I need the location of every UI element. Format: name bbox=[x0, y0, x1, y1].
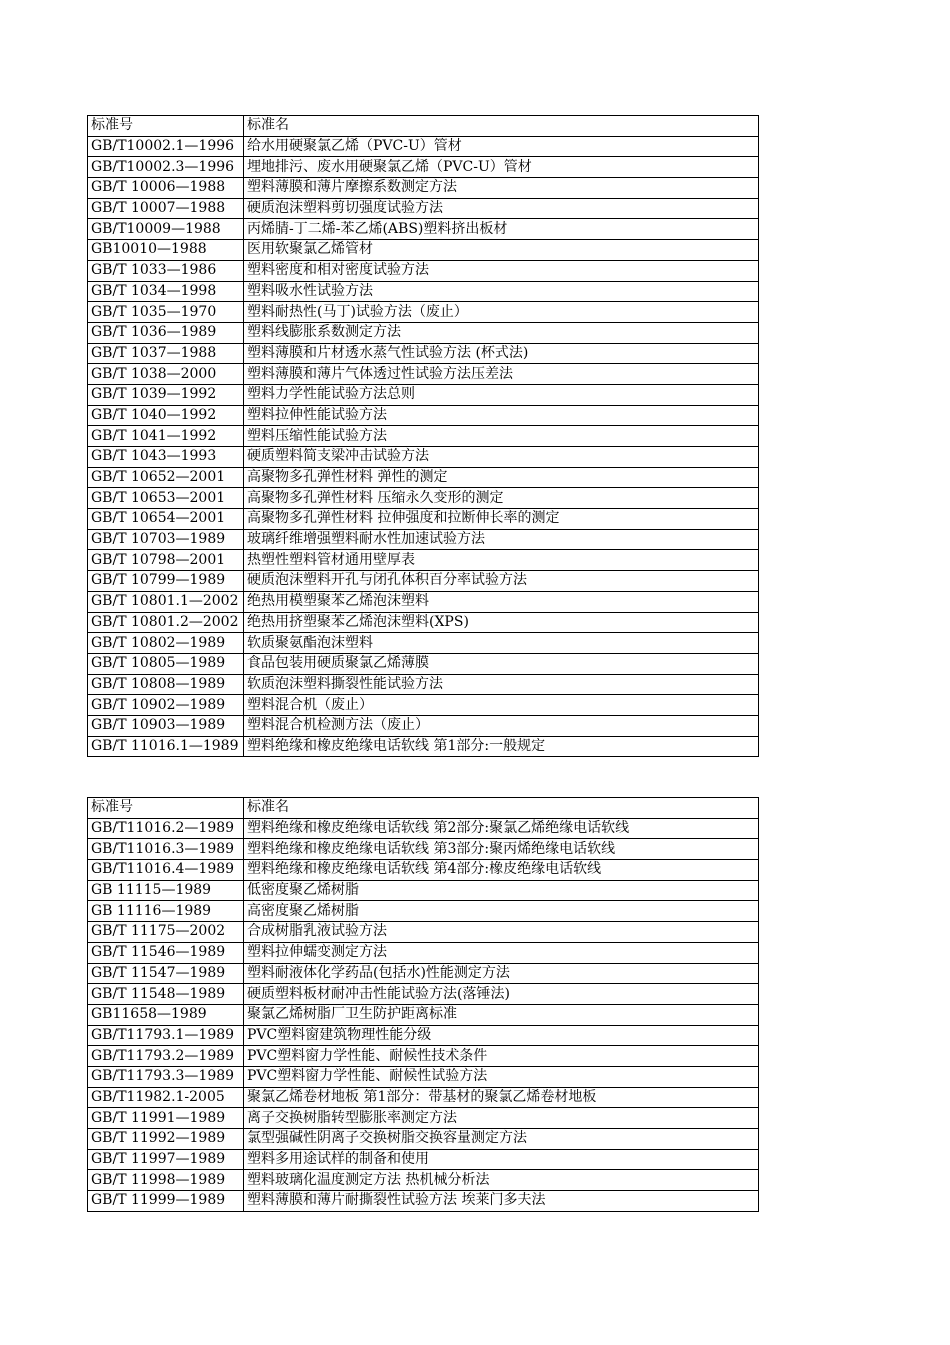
table-row bbox=[88, 633, 759, 654]
table-row bbox=[88, 157, 759, 178]
cell-standard-number: GB/T11793.2—1989 bbox=[88, 1046, 244, 1067]
cell-standard-name: 玻璃纤维增强塑料耐水性加速试验方法 bbox=[244, 529, 759, 550]
header-row bbox=[88, 798, 759, 819]
cell-standard-name: 塑料绝缘和橡皮绝缘电话软线 第4部分:橡皮绝缘电话软线 bbox=[244, 860, 759, 881]
cell-standard-name: 聚氯乙烯卷材地板 第1部分：带基材的聚氯乙烯卷材地板 bbox=[244, 1087, 759, 1108]
table-row bbox=[88, 942, 759, 963]
cell-standard-number: GB/T 1034—1998 bbox=[88, 281, 244, 302]
cell-standard-number: GB10010—1988 bbox=[88, 240, 244, 261]
cell-standard-number: GB/T 11999—1989 bbox=[88, 1191, 244, 1212]
cell-standard-name: 高聚物多孔弹性材料 压缩永久变形的测定 bbox=[244, 488, 759, 509]
cell-standard-name: 塑料薄膜和薄片耐撕裂性试验方法 埃莱门多夫法 bbox=[244, 1191, 759, 1212]
cell-standard-number: GB/T 1043—1993 bbox=[88, 447, 244, 468]
cell-standard-number: GB/T 10798—2001 bbox=[88, 550, 244, 571]
table-row bbox=[88, 509, 759, 530]
table-row bbox=[88, 674, 759, 695]
cell-standard-number: GB/T 1036—1989 bbox=[88, 322, 244, 343]
cell-standard-name: 塑料薄膜和薄片气体透过性试验方法压差法 bbox=[244, 364, 759, 385]
cell-standard-number: GB/T 10799—1989 bbox=[88, 571, 244, 592]
cell-standard-name: 塑料绝缘和橡皮绝缘电话软线 第2部分:聚氯乙烯绝缘电话软线 bbox=[244, 818, 759, 839]
table-row bbox=[88, 880, 759, 901]
cell-standard-number: GB/T 10654—2001 bbox=[88, 509, 244, 530]
cell-standard-name: 硬质泡沫塑料开孔与闭孔体积百分率试验方法 bbox=[244, 571, 759, 592]
cell-standard-number: GB/T 10808—1989 bbox=[88, 674, 244, 695]
table-row bbox=[88, 426, 759, 447]
cell-standard-number: GB/T 1035—1970 bbox=[88, 302, 244, 323]
table-row bbox=[88, 818, 759, 839]
cell-standard-number: GB/T 11991—1989 bbox=[88, 1108, 244, 1129]
standards-table-2 bbox=[87, 797, 759, 1212]
cell-standard-name: PVC塑料窗力学性能、耐候性试验方法 bbox=[244, 1066, 759, 1087]
table-row bbox=[88, 571, 759, 592]
cell-standard-name: 塑料混合机检测方法（废止） bbox=[244, 715, 759, 736]
table-row bbox=[88, 1108, 759, 1129]
cell-standard-number: GB/T 1041—1992 bbox=[88, 426, 244, 447]
table-row bbox=[88, 529, 759, 550]
table-row bbox=[88, 1087, 759, 1108]
cell-standard-name: 高密度聚乙烯树脂 bbox=[244, 901, 759, 922]
table-row bbox=[88, 736, 759, 757]
cell-standard-name: 合成树脂乳液试验方法 bbox=[244, 922, 759, 943]
table-row bbox=[88, 1170, 759, 1191]
cell-standard-name: 高聚物多孔弹性材料 弹性的测定 bbox=[244, 467, 759, 488]
table-row bbox=[88, 281, 759, 302]
table-row bbox=[88, 922, 759, 943]
table-row bbox=[88, 467, 759, 488]
cell-standard-name: 塑料拉伸蠕变测定方法 bbox=[244, 942, 759, 963]
cell-standard-number: GB/T 11992—1989 bbox=[88, 1129, 244, 1150]
cell-standard-number: GB11658—1989 bbox=[88, 1004, 244, 1025]
table-row bbox=[88, 219, 759, 240]
cell-standard-number: GB/T10009—1988 bbox=[88, 219, 244, 240]
cell-standard-number: GB/T 10652—2001 bbox=[88, 467, 244, 488]
cell-standard-number: GB/T11016.4—1989 bbox=[88, 860, 244, 881]
cell-standard-name: PVC塑料窗力学性能、耐候性技术条件 bbox=[244, 1046, 759, 1067]
cell-standard-number: GB/T 10703—1989 bbox=[88, 529, 244, 550]
cell-standard-name: 塑料压缩性能试验方法 bbox=[244, 426, 759, 447]
table-row bbox=[88, 591, 759, 612]
cell-standard-number: GB/T 1038—2000 bbox=[88, 364, 244, 385]
cell-standard-name: 塑料多用途试样的制备和使用 bbox=[244, 1149, 759, 1170]
cell-standard-number: GB/T 10801.2—2002 bbox=[88, 612, 244, 633]
table-row bbox=[88, 1149, 759, 1170]
cell-standard-name: 丙烯腈-丁二烯-苯乙烯(ABS)塑料挤出板材 bbox=[244, 219, 759, 240]
header-standard-number: 标准号 bbox=[88, 116, 244, 137]
table-row bbox=[88, 343, 759, 364]
cell-standard-name: 塑料绝缘和橡皮绝缘电话软线 第3部分:聚丙烯绝缘电话软线 bbox=[244, 839, 759, 860]
cell-standard-name: 塑料混合机（废止） bbox=[244, 695, 759, 716]
header-standard-name: 标准名 bbox=[244, 116, 759, 137]
table-row bbox=[88, 860, 759, 881]
cell-standard-name: 绝热用模塑聚苯乙烯泡沫塑料 bbox=[244, 591, 759, 612]
table-row bbox=[88, 302, 759, 323]
cell-standard-name: 聚氯乙烯树脂厂卫生防护距离标准 bbox=[244, 1004, 759, 1025]
cell-standard-name: 软质泡沫塑料撕裂性能试验方法 bbox=[244, 674, 759, 695]
cell-standard-number: GB/T 11546—1989 bbox=[88, 942, 244, 963]
cell-standard-name: 塑料耐热性(马丁)试验方法（废止） bbox=[244, 302, 759, 323]
table-row bbox=[88, 984, 759, 1005]
cell-standard-number: GB/T 11016.1—1989 bbox=[88, 736, 244, 757]
table-row bbox=[88, 839, 759, 860]
cell-standard-name: 高聚物多孔弹性材料 拉伸强度和拉断伸长率的测定 bbox=[244, 509, 759, 530]
cell-standard-name: 塑料玻璃化温度测定方法 热机械分析法 bbox=[244, 1170, 759, 1191]
cell-standard-number: GB/T 10903—1989 bbox=[88, 715, 244, 736]
cell-standard-number: GB/T 1040—1992 bbox=[88, 405, 244, 426]
table-body bbox=[88, 798, 759, 1212]
cell-standard-name: 绝热用挤塑聚苯乙烯泡沫塑料(XPS) bbox=[244, 612, 759, 633]
cell-standard-number: GB/T 10802—1989 bbox=[88, 633, 244, 654]
cell-standard-name: 硬质塑料板材耐冲击性能试验方法(落锤法) bbox=[244, 984, 759, 1005]
cell-standard-number: GB/T11793.3—1989 bbox=[88, 1066, 244, 1087]
header-standard-number: 标准号 bbox=[88, 798, 244, 819]
cell-standard-number: GB/T 10653—2001 bbox=[88, 488, 244, 509]
cell-standard-name: 塑料耐液体化学药品(包括水)性能测定方法 bbox=[244, 963, 759, 984]
cell-standard-number: GB/T 1033—1986 bbox=[88, 260, 244, 281]
table-row bbox=[88, 488, 759, 509]
cell-standard-name: 塑料力学性能试验方法总则 bbox=[244, 384, 759, 405]
cell-standard-number: GB/T10002.1—1996 bbox=[88, 136, 244, 157]
table-row bbox=[88, 653, 759, 674]
cell-standard-name: 塑料密度和相对密度试验方法 bbox=[244, 260, 759, 281]
cell-standard-number: GB/T 10006—1988 bbox=[88, 178, 244, 199]
table-row bbox=[88, 1066, 759, 1087]
table-row bbox=[88, 1191, 759, 1212]
cell-standard-name: 低密度聚乙烯树脂 bbox=[244, 880, 759, 901]
cell-standard-name: 氯型强碱性阴离子交换树脂交换容量测定方法 bbox=[244, 1129, 759, 1150]
table-row bbox=[88, 550, 759, 571]
cell-standard-number: GB/T 1037—1988 bbox=[88, 343, 244, 364]
cell-standard-name: 塑料薄膜和片材透水蒸气性试验方法 (杯式法) bbox=[244, 343, 759, 364]
table-row bbox=[88, 1025, 759, 1046]
cell-standard-name: 食品包装用硬质聚氯乙烯薄膜 bbox=[244, 653, 759, 674]
cell-standard-number: GB/T11016.2—1989 bbox=[88, 818, 244, 839]
cell-standard-name: 硬质塑料简支梁冲击试验方法 bbox=[244, 447, 759, 468]
cell-standard-name: 塑料拉伸性能试验方法 bbox=[244, 405, 759, 426]
cell-standard-number: GB/T 1039—1992 bbox=[88, 384, 244, 405]
table-row bbox=[88, 1129, 759, 1150]
cell-standard-name: 热塑性塑料管材通用壁厚表 bbox=[244, 550, 759, 571]
table-row bbox=[88, 322, 759, 343]
table-row bbox=[88, 695, 759, 716]
header-row bbox=[88, 116, 759, 137]
cell-standard-number: GB/T11793.1—1989 bbox=[88, 1025, 244, 1046]
table-row bbox=[88, 901, 759, 922]
cell-standard-number: GB/T 11548—1989 bbox=[88, 984, 244, 1005]
cell-standard-number: GB/T 11547—1989 bbox=[88, 963, 244, 984]
cell-standard-number: GB/T 10805—1989 bbox=[88, 653, 244, 674]
cell-standard-number: GB 11115—1989 bbox=[88, 880, 244, 901]
table-row bbox=[88, 405, 759, 426]
cell-standard-name: 医用软聚氯乙烯管材 bbox=[244, 240, 759, 261]
cell-standard-name: PVC塑料窗建筑物理性能分级 bbox=[244, 1025, 759, 1046]
table-row bbox=[88, 364, 759, 385]
cell-standard-name: 软质聚氨酯泡沫塑料 bbox=[244, 633, 759, 654]
table-body bbox=[88, 116, 759, 757]
table-row bbox=[88, 1046, 759, 1067]
cell-standard-number: GB/T 10007—1988 bbox=[88, 198, 244, 219]
cell-standard-number: GB/T 10801.1—2002 bbox=[88, 591, 244, 612]
cell-standard-number: GB 11116—1989 bbox=[88, 901, 244, 922]
table-row bbox=[88, 198, 759, 219]
cell-standard-name: 给水用硬聚氯乙烯（PVC-U）管材 bbox=[244, 136, 759, 157]
cell-standard-number: GB/T 10902—1989 bbox=[88, 695, 244, 716]
header-standard-name: 标准名 bbox=[244, 798, 759, 819]
table-row bbox=[88, 963, 759, 984]
cell-standard-number: GB/T 11998—1989 bbox=[88, 1170, 244, 1191]
cell-standard-number: GB/T10002.3—1996 bbox=[88, 157, 244, 178]
table-row bbox=[88, 260, 759, 281]
cell-standard-name: 埋地排污、废水用硬聚氯乙烯（PVC-U）管材 bbox=[244, 157, 759, 178]
cell-standard-name: 塑料绝缘和橡皮绝缘电话软线 第1部分:一般规定 bbox=[244, 736, 759, 757]
table-row bbox=[88, 136, 759, 157]
table-row bbox=[88, 384, 759, 405]
table-row bbox=[88, 715, 759, 736]
cell-standard-number: GB/T11016.3—1989 bbox=[88, 839, 244, 860]
cell-standard-name: 塑料线膨胀系数测定方法 bbox=[244, 322, 759, 343]
table-row bbox=[88, 612, 759, 633]
cell-standard-name: 硬质泡沫塑料剪切强度试验方法 bbox=[244, 198, 759, 219]
cell-standard-number: GB/T 11997—1989 bbox=[88, 1149, 244, 1170]
cell-standard-name: 离子交换树脂转型膨胀率测定方法 bbox=[244, 1108, 759, 1129]
cell-standard-number: GB/T11982.1-2005 bbox=[88, 1087, 244, 1108]
table-row bbox=[88, 1004, 759, 1025]
table-row bbox=[88, 447, 759, 468]
cell-standard-name: 塑料薄膜和薄片摩擦系数测定方法 bbox=[244, 178, 759, 199]
standards-table-1 bbox=[87, 115, 759, 757]
cell-standard-number: GB/T 11175—2002 bbox=[88, 922, 244, 943]
table-row bbox=[88, 178, 759, 199]
cell-standard-name: 塑料吸水性试验方法 bbox=[244, 281, 759, 302]
table-row bbox=[88, 240, 759, 261]
